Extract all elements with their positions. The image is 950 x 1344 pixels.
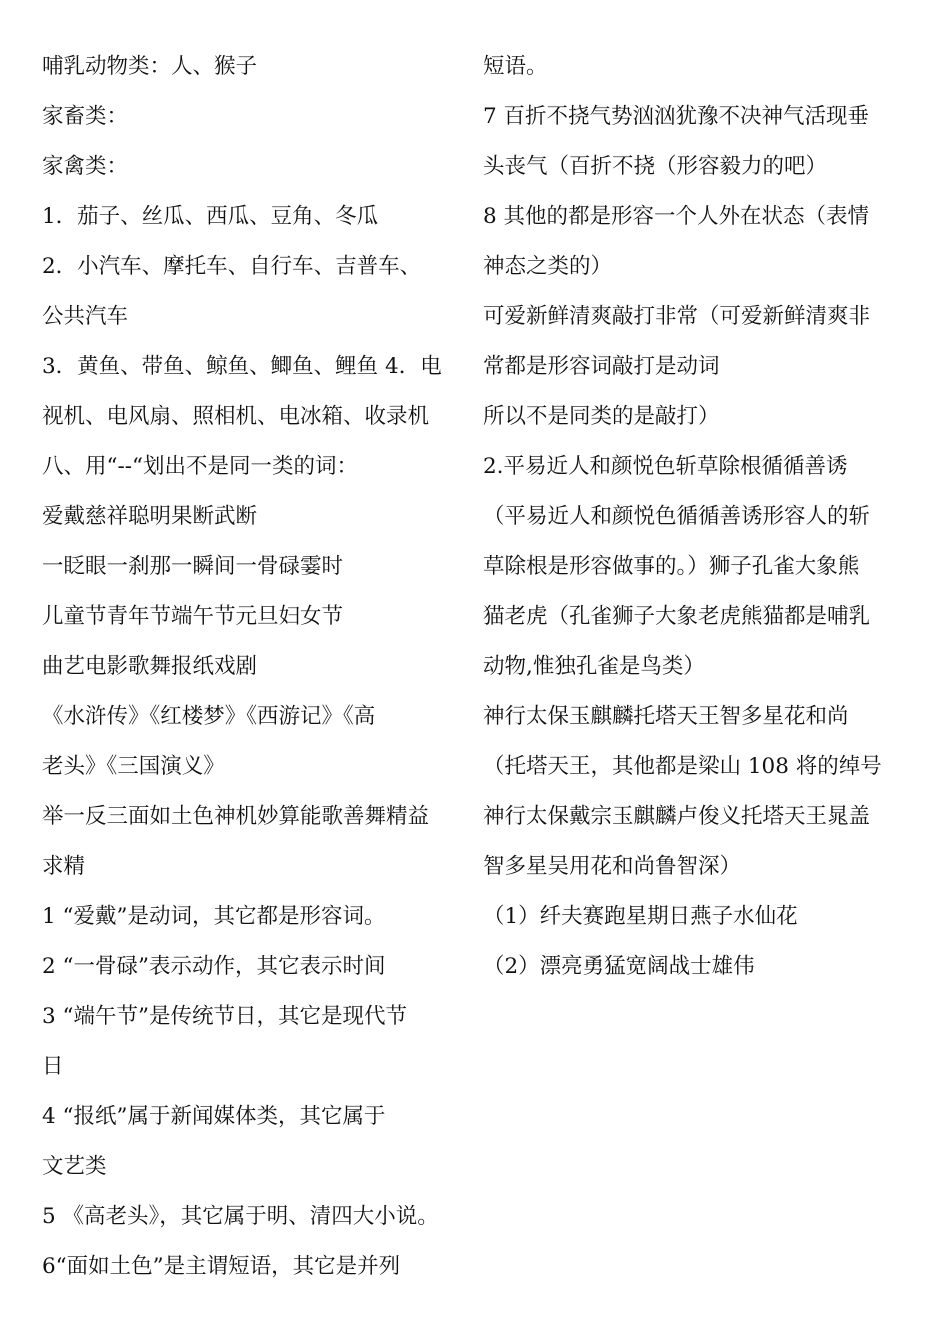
answer-line: 神态之类的） (483, 254, 613, 279)
text-line: 儿童节青年节端午节元旦妇女节 (42, 604, 344, 629)
answer-line: （托塔天王，其他都是梁山 108 将的绰号 (483, 754, 882, 779)
answer-line: 头丧气（百折不挠（形容毅力的吧） (483, 154, 828, 179)
answer-line: （2）漂亮勇猛宽阔战士雄伟 (483, 954, 755, 979)
text-line: 爱戴慈祥聪明果断武断 (42, 504, 258, 529)
text-line: 视机、电风扇、照相机、电冰箱、收录机 (42, 404, 430, 429)
answer-line: 8 其他的都是形容一个人外在状态（表情 (483, 204, 870, 229)
answer-line: 智多星吴用花和尚鲁智深） (483, 854, 742, 879)
text-line: 求精 (42, 854, 86, 879)
answer-line: 3 “端午节”是传统节日，其它是现代节 (42, 1004, 407, 1029)
answer-line: 草除根是形容做事的。）狮子孔雀大象熊 (483, 554, 860, 579)
text-line: 哺乳动物类：人、猴子 (42, 54, 258, 79)
answer-line: 所以不是同类的是敲打） (483, 404, 720, 429)
answer-line: 短语。 (483, 54, 548, 79)
text-line: 家禽类： (42, 154, 129, 179)
answer-line: 2 “一骨碌”表示动作，其它表示时间 (42, 954, 386, 979)
left-column (42, 42, 474, 1292)
answer-line: 文艺类 (42, 1154, 107, 1179)
answer-line: 5 《高老头》，其它属于明、清四大小说。 (42, 1204, 439, 1229)
answer-line: 神行太保玉麒麟托塔天王智多星花和尚 (483, 704, 849, 729)
answer-line: 2.平易近人和颜悦色斩草除根循循善诱 (483, 454, 848, 479)
text-line: 《水浒传》《红楼梦》《西游记》《高 (42, 704, 376, 729)
text-line: 老头》《三国演义》 (42, 754, 225, 779)
answer-line: 1 “爱戴”是动词，其它都是形容词。 (42, 904, 386, 929)
answer-line: 日 (42, 1054, 64, 1079)
answer-line: 动物,惟独孔雀是鸟类） (483, 654, 705, 679)
answer-line: 神行太保戴宗玉麒麟卢俊义托塔天王晁盖 (483, 804, 871, 829)
answer-line: 可爱新鲜清爽敲打非常（可爱新鲜清爽非 (483, 304, 871, 329)
answer-line: 7 百折不挠气势汹汹犹豫不决神气活现垂 (483, 104, 870, 129)
answer-line: （平易近人和颜悦色循循善诱形容人的斩 (483, 504, 871, 529)
answer-line: 4 “报纸”属于新闻媒体类，其它属于 (42, 1104, 386, 1129)
text-line: 2．小汽车、摩托车、自行车、吉普车、 (42, 254, 422, 279)
text-line: 一眨眼一刹那一瞬间一骨碌霎时 (42, 554, 344, 579)
answer-line: （1）纤夫赛跑星期日燕子水仙花 (483, 904, 798, 929)
text-line: 公共汽车 (42, 304, 129, 329)
section-heading: 八、用“--“划出不是同一类的词： (42, 454, 359, 479)
text-line: 举一反三面如土色神机妙算能歌善舞精益 (42, 804, 430, 829)
answer-line: 猫老虎（孔雀狮子大象老虎熊猫都是哺乳 (483, 604, 871, 629)
answer-line: 常都是形容词敲打是动词 (483, 354, 720, 379)
text-line: 3．黄鱼、带鱼、鲸鱼、鲫鱼、鲤鱼 4．电 (42, 354, 442, 379)
text-line: 1．茄子、丝瓜、西瓜、豆角、冬瓜 (42, 204, 379, 229)
right-column (483, 42, 913, 992)
text-line: 家畜类： (42, 104, 129, 129)
answer-line: 6“面如土色”是主谓短语，其它是并列 (42, 1254, 401, 1279)
text-line: 曲艺电影歌舞报纸戏剧 (42, 654, 258, 679)
